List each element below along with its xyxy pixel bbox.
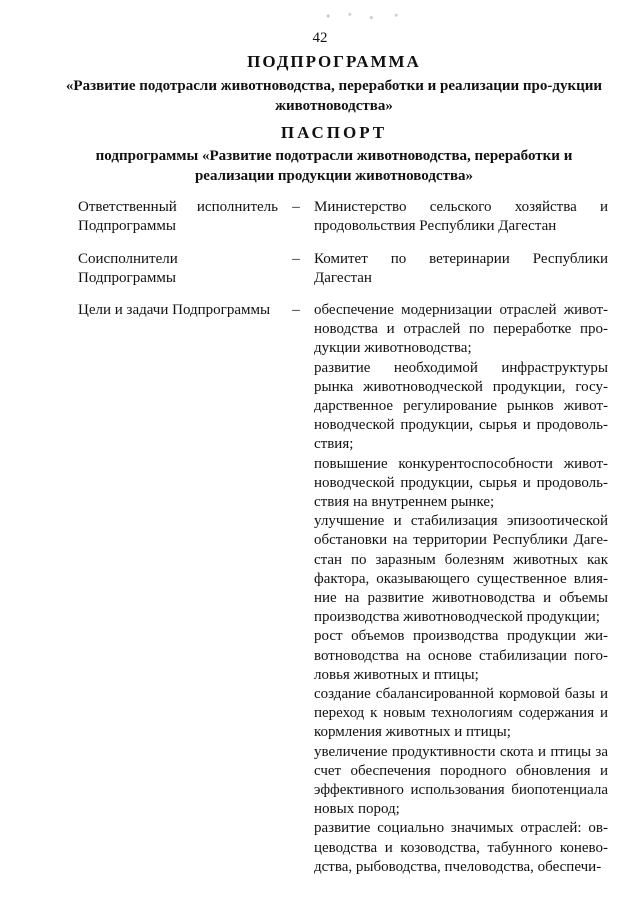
goals-list (314, 301, 608, 877)
row-dash: – (292, 302, 300, 318)
goal-item: развитие социально значимых отраслей: ов-цеводства и козоводства, табунного конево-дства, рыбоводства, пчеловодства, обеспечи- (314, 820, 608, 875)
row-label: Соисполнители Подпрограммы (78, 251, 178, 287)
goal-item: создание сбалансированной кормовой базы и переход к новым технологиям содержания и кормления животных и птицы; (314, 686, 608, 741)
row-label: Ответственный исполнитель Подпрограммы (78, 199, 278, 235)
row-dash: – (292, 199, 300, 215)
passport-subtitle: подпрограммы «Развитие подотрасли животноводства, переработки и реализации продукции животноводства» (95, 148, 573, 184)
row-label: Цели и задачи Подпрограммы (78, 302, 271, 318)
goal-item: увеличение продуктивности скота и птицы за счет обеспечения породного обновления и эффективного использования биопотенциала новых пород; (314, 743, 608, 818)
document-title: ПОДПРОГРАММА (247, 52, 421, 71)
goal-item: рост объемов производства продукции жи-вотноводства на основе стабилизации пого-ловья животных и птицы; (314, 628, 608, 683)
row-dash: – (292, 251, 300, 267)
goal-item: обеспечение модернизации отраслей живот-новодства и отраслей по переработке про-дукции животноводства; (314, 302, 608, 357)
passport-title: ПАСПОРТ (280, 123, 388, 142)
document-subtitle: «Развитие подотрасли животноводства, переработки и реализации про-дукции животноводства» (65, 78, 603, 114)
row-value: Министерство сельского хозяйства и продовольствия Республики Дагестан (314, 199, 608, 235)
registration-stamp (312, 8, 420, 24)
row-value: Комитет по ветеринарии Республики Дагестан (314, 251, 608, 287)
goal-item: улучшение и стабилизация эпизоотической обстановки на территории Республики Даге-стан по заразным болезням животных как фактора, оказывающего существенное влия-ние на развитие животноводства и объемы производства животноводческой продукции; (314, 513, 608, 626)
page-number: 42 (312, 30, 328, 46)
goal-item: развитие необходимой инфраструктуры рынка животноводческой продукции, госу-дарственное регулирование рынков живот-новодческой продукции, сырья и продоволь-ствия; (314, 359, 608, 453)
goal-item: повышение конкурентоспособности живот-новодческой продукции, сырья и продоволь-ствия на внутреннем рынке; (314, 455, 608, 511)
